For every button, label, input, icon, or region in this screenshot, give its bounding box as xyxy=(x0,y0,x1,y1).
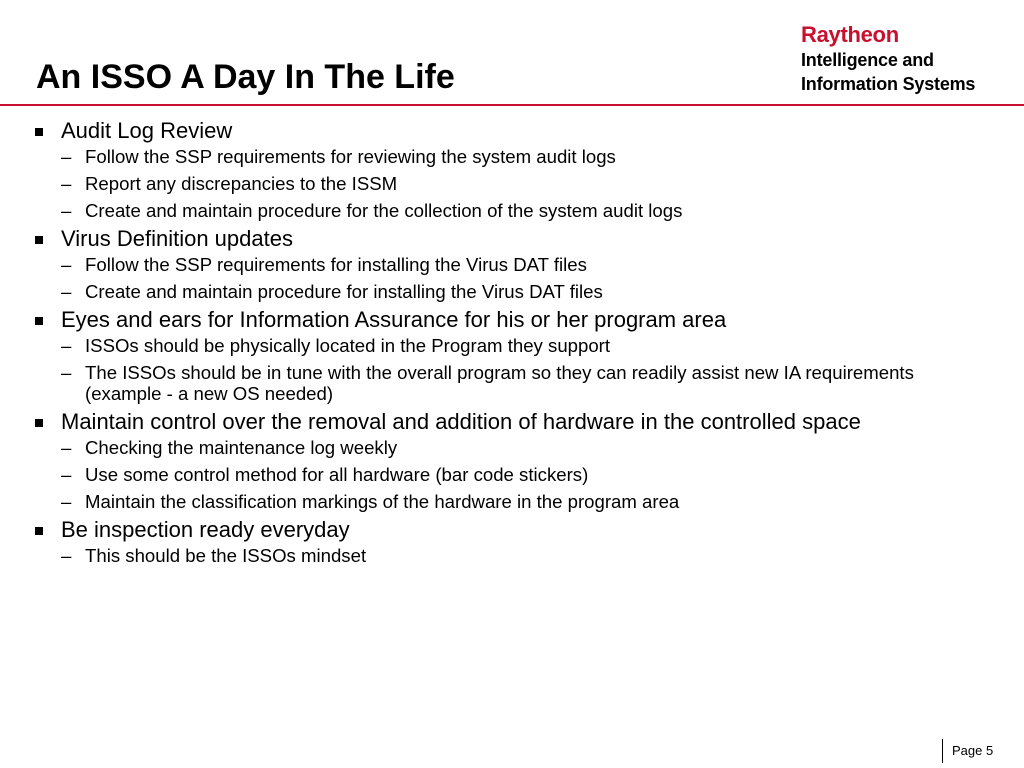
bullet-text: Eyes and ears for Information Assurance for his or her program area xyxy=(61,307,727,332)
dash-bullet-icon: – xyxy=(61,491,72,512)
bullet-list xyxy=(34,119,994,572)
title-divider xyxy=(0,104,1024,106)
dash-bullet-icon: – xyxy=(61,464,72,485)
dash-bullet-icon: – xyxy=(61,545,72,566)
bullet-item xyxy=(34,518,994,566)
sub-bullet-list xyxy=(61,437,994,512)
bullet-item xyxy=(34,410,994,512)
sub-bullet-text: Maintain the classification markings of the hardware in the program area xyxy=(85,491,680,512)
sub-bullet-text: Use some control method for all hardware (bar code stickers) xyxy=(85,464,589,485)
slide-title: An ISSO A Day In The Life xyxy=(36,58,455,96)
dash-bullet-icon: – xyxy=(61,146,72,167)
square-bullet-icon xyxy=(35,317,43,325)
dash-bullet-icon: – xyxy=(61,437,72,458)
sub-bullet-item xyxy=(61,173,994,194)
bullet-text: Maintain control over the removal and addition of hardware in the controlled space xyxy=(61,409,861,434)
square-bullet-icon xyxy=(35,236,43,244)
sub-bullet-item xyxy=(61,362,994,404)
sub-bullet-item xyxy=(61,437,994,458)
sub-bullet-item xyxy=(61,335,994,356)
dash-bullet-icon: – xyxy=(61,200,72,221)
sub-bullet-list xyxy=(61,254,994,302)
sub-bullet-text: ISSOs should be physically located in the Program they support xyxy=(85,335,611,356)
sub-bullet-item xyxy=(61,200,994,221)
sub-bullet-text: This should be the ISSOs mindset xyxy=(85,545,367,566)
dash-bullet-icon: – xyxy=(61,281,72,302)
sub-bullet-item xyxy=(61,491,994,512)
sub-bullet-list xyxy=(61,335,994,404)
page-footer xyxy=(942,739,993,763)
sub-bullet-item xyxy=(61,254,994,275)
bullet-text: Audit Log Review xyxy=(61,118,233,143)
sub-bullet-text: Checking the maintenance log weekly xyxy=(85,437,398,458)
sub-bullet-item xyxy=(61,545,994,566)
sub-bullet-text: Create and maintain procedure for installing the Virus DAT files xyxy=(85,281,603,302)
bullet-text: Virus Definition updates xyxy=(61,226,293,251)
logo-line-1: Intelligence and xyxy=(801,50,934,70)
square-bullet-icon xyxy=(35,419,43,427)
dash-bullet-icon: – xyxy=(61,335,72,356)
sub-bullet-item xyxy=(61,146,994,167)
sub-bullet-text: Create and maintain procedure for the collection of the system audit logs xyxy=(85,200,683,221)
sub-bullet-text: The ISSOs should be in tune with the overall program so they can readily assist new IA requirements (example - a new OS needed) xyxy=(85,362,914,404)
sub-bullet-text: Report any discrepancies to the ISSM xyxy=(85,173,398,194)
bullet-text: Be inspection ready everyday xyxy=(61,517,350,542)
dash-bullet-icon: – xyxy=(61,254,72,275)
dash-bullet-icon: – xyxy=(61,362,72,383)
sub-bullet-item xyxy=(61,464,994,485)
sub-bullet-text: Follow the SSP requirements for reviewing the system audit logs xyxy=(85,146,616,167)
sub-bullet-text: Follow the SSP requirements for installing the Virus DAT files xyxy=(85,254,587,275)
sub-bullet-list xyxy=(61,545,994,566)
logo-line-2: Information Systems xyxy=(801,74,976,94)
square-bullet-icon xyxy=(35,527,43,535)
company-logo xyxy=(801,22,1011,96)
sub-bullet-item xyxy=(61,281,994,302)
bullet-item xyxy=(34,308,994,404)
bullet-item xyxy=(34,227,994,302)
page-number: Page 5 xyxy=(952,743,994,758)
dash-bullet-icon: – xyxy=(61,173,72,194)
logo-brand-text: Raytheon xyxy=(801,22,899,47)
bullet-item xyxy=(34,119,994,221)
footer-divider xyxy=(942,739,943,763)
sub-bullet-list xyxy=(61,146,994,221)
square-bullet-icon xyxy=(35,128,43,136)
